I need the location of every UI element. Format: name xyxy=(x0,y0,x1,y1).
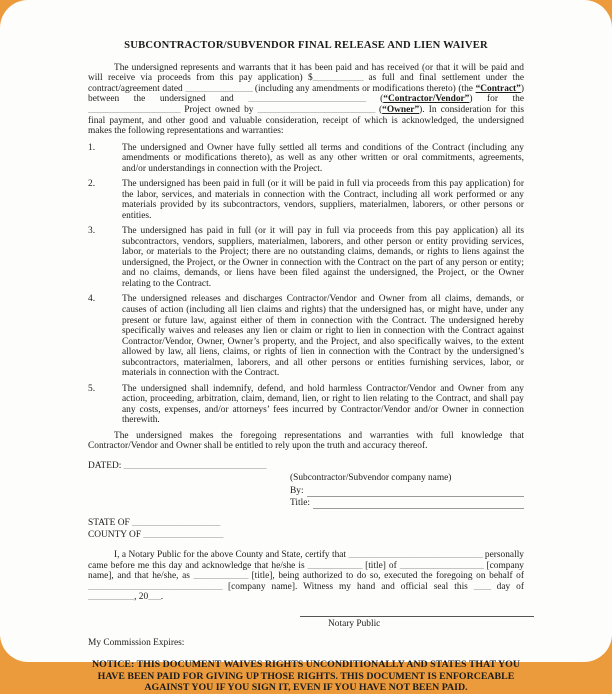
text-segment: ( xyxy=(365,94,384,105)
defined-term-owner: “Owner” xyxy=(382,104,420,115)
text-segment: ( xyxy=(374,104,383,115)
owner-blank-line: ____________________________ xyxy=(257,104,375,115)
notary-name-blank-line: ________________________________ xyxy=(348,549,483,560)
defined-term-contractor-vendor: “Contractor/Vendor” xyxy=(383,94,470,105)
notary-company2-blank-line: ________________________________ xyxy=(88,581,222,592)
date-blank-line: ________________ xyxy=(185,83,253,94)
clause-4 xyxy=(88,294,524,378)
text-segment: (including any amendments or modifications thereto) (the xyxy=(252,83,476,94)
clause-1 xyxy=(88,143,524,175)
county-blank-line: ___________________ xyxy=(143,529,223,540)
text-segment: as full and final settlement under the contract/agreement dated xyxy=(88,73,524,94)
company-name-label: (Subcontractor/Subvendor company name) xyxy=(290,473,452,484)
text-segment: The undersigned represents and warrants that it has been paid and has received (or that it will be paid and will receive via proceeds from this pay application) $ xyxy=(88,62,524,84)
clause-text: The undersigned shall indemnify, defend, and hold harmless Contractor/Vendor and Owner from any action, proceeding, arbitration, claim, demand, lien, or right to lien relating to the Contract, and shall pay any costs, expenses, and/or attorneys’ fees incurred by Contractor/Vendor and/or Owner in connection therewith. xyxy=(122,383,524,426)
day-blank-line: ____ xyxy=(473,581,491,592)
closing-paragraph: The undersigned makes the foregoing representations and warranties with full knowledge that Contractor/Vendor and Owner shall be entitled to rely upon the truth and accuracy thereof. xyxy=(88,430,524,452)
state-county-block xyxy=(88,518,524,542)
intro-paragraph xyxy=(88,63,524,137)
dated-blank-line: __________________________________ xyxy=(123,460,267,471)
text-segment: [company name]. Witness my hand and official seal this xyxy=(222,581,474,592)
notary-title2-blank-line: _____________ xyxy=(193,571,248,582)
notice-paragraph: NOTICE: THIS DOCUMENT WAIVES RIGHTS UNCONDITIONALLY AND STATES THAT YOU HAVE BEEN PAID FOR GIVING UP THOSE RIGHTS. THIS DOCUMENT IS ENFORCEABLE AGAINST YOU IF YOU SIGN IT, EVEN IF YOU HAVE NOT BEEN PAID. xyxy=(92,658,520,694)
text-segment: ) for the xyxy=(469,94,524,105)
text-segment: [company name], and that he/she, as xyxy=(88,560,524,582)
clause-number: 1. xyxy=(88,142,96,153)
text-segment: . xyxy=(160,592,164,603)
clause-text: The undersigned and Owner have fully settled all terms and conditions of the Contract (including any amendments or modifications thereto), as well as any other written or oral commitments, agreements, and/or understandings in connection with the Project. xyxy=(122,142,524,174)
notary-signature-area xyxy=(300,609,534,630)
text-segment: [title] of xyxy=(362,560,400,571)
clause-5 xyxy=(88,384,524,426)
defined-term-contract: “Contract” xyxy=(475,83,521,94)
clause-text: The undersigned has paid in full (or it will pay in full via proceeds from this pay application) all its subcontractors, vendors, suppliers, materialmen, laborers, and other person or entity providing services, labor, or materials to the Project; there are no outstanding claims, demands, or rights to liens against the undersigned, the Project, or the Owner in connection with the Contract on the part of any person or entity; and no claims, demands, or liens have been filed against the undersigned, the Project, or the Owner relating to the Contract. xyxy=(122,226,524,289)
text-segment: , 20 xyxy=(134,592,149,603)
by-row xyxy=(290,485,524,497)
clause-number: 3. xyxy=(88,226,96,237)
clause-number: 2. xyxy=(88,179,96,190)
text-segment: [title], being authorized to do so, executed the foregoing on behalf of xyxy=(247,571,524,582)
by-label: By: xyxy=(290,486,304,497)
text-segment: ). In consideration for this final payment, and other good and valuable consideration, receipt of which is acknowledged, the undersigned makes the following representations and warranties: xyxy=(88,104,524,137)
by-signature-line xyxy=(307,496,524,497)
text-segment: I, a Notary Public for the above County and State, certify that xyxy=(114,549,349,560)
county-row xyxy=(88,530,524,542)
year-blank-line: ___ xyxy=(148,592,161,603)
state-row xyxy=(88,518,524,530)
title-label: Title: xyxy=(290,498,310,509)
dated-label: DATED: xyxy=(88,460,122,471)
text-segment: personally came before me this day and acknowledge that he/she is xyxy=(88,549,524,571)
text-segment: Project owned by xyxy=(180,104,258,115)
title-row xyxy=(290,497,524,509)
text-segment: day of xyxy=(490,581,524,592)
dated-row xyxy=(88,461,524,472)
clause-number: 5. xyxy=(88,383,96,394)
commission-expires-row xyxy=(88,638,524,649)
notary-signature-line xyxy=(300,609,534,617)
notary-title-blank-line: _____________ xyxy=(307,560,363,571)
amount-blank-line: ____________ xyxy=(312,73,363,84)
state-blank-line: _____________________ xyxy=(132,517,220,528)
text-segment: ) between the undersigned and xyxy=(88,83,524,105)
notary-paragraph xyxy=(88,550,524,603)
notary-public-label: Notary Public xyxy=(328,618,381,629)
clause-text: The undersigned has been paid in full (or it will be paid in full via proceeds from this pay application) for the labor, services, and materials in connection with the Contract, including all work performed or any materials provided by its subcontractors, vendors, suppliers, materialmen, laborers, or other persons or entities. xyxy=(122,179,524,221)
title-line xyxy=(313,508,524,509)
clause-text: The undersigned releases and discharges Contractor/Vendor and Owner from all claims, demands, or causes of action (including all lien claims and rights) that the undersigned has, or might have, under any present or future law, against either of them in connection with the Contract. The undersigned hereby specifically waives and releases any lien or claim or right to lien in connection with the Contract against Contractor/Vendor, Owner, Owner’s property, and the Project, and also specifically waives, to the extent allowed by law, all liens, claims, or rights of lien in connection with the Contract by the undersigned’s subcontractors, materialmen, laborers, and all other persons or entities furnishing services, labor, or materials in connection with the Contract. xyxy=(122,294,524,379)
clause-number: 4. xyxy=(88,294,96,305)
notary-company-blank-line: ____________________ xyxy=(399,560,484,571)
clause-3 xyxy=(88,226,524,289)
commission-expires-label: My Commission Expires: xyxy=(88,638,185,649)
undersigned-blank-line: ____________________________ xyxy=(248,94,366,105)
clause-2 xyxy=(88,179,524,221)
document-title: SUBCONTRACTOR/SUBVENDOR FINAL RELEASE AND LIEN WAIVER xyxy=(124,40,488,51)
month-blank-line: ___________ xyxy=(88,592,135,603)
signature-block xyxy=(290,473,524,509)
project-blank-line: ______________________ xyxy=(88,104,181,115)
county-of-label: COUNTY OF xyxy=(88,529,142,540)
state-of-label: STATE OF xyxy=(88,517,130,528)
